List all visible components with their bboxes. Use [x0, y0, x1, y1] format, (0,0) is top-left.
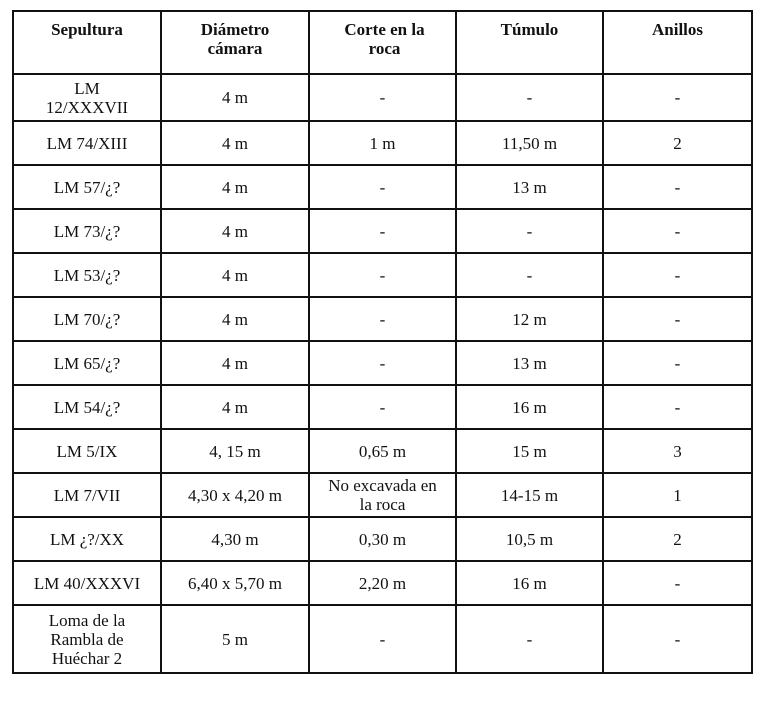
cell-sepultura: LM 12/XXXVII [13, 74, 161, 121]
header-diametro-camara: Diámetro cámara [161, 11, 309, 74]
cell-tumulo: 16 m [456, 561, 603, 605]
cell-corte: - [309, 253, 456, 297]
cell-tumulo: 16 m [456, 385, 603, 429]
table-row [13, 473, 752, 517]
header-tumulo: Túmulo [456, 11, 603, 74]
cell-sepultura: LM 65/¿? [13, 341, 161, 385]
cell-diametro: 4 m [161, 385, 309, 429]
header-corte-en-la-roca: Corte en la roca [309, 11, 456, 74]
cell-tumulo: - [456, 74, 603, 121]
table-row [13, 121, 752, 165]
cell-anillos: - [603, 165, 752, 209]
cell-anillos: - [603, 385, 752, 429]
cell-sepultura: LM ¿?/XX [13, 517, 161, 561]
cell-tumulo: 11,50 m [456, 121, 603, 165]
cell-anillos: - [603, 561, 752, 605]
cell-diametro: 5 m [161, 605, 309, 673]
cell-anillos: - [603, 297, 752, 341]
cell-tumulo: - [456, 605, 603, 673]
cell-tumulo: - [456, 209, 603, 253]
cell-anillos: - [603, 605, 752, 673]
cell-sepultura: LM 40/XXXVI [13, 561, 161, 605]
cell-sepultura: LM 57/¿? [13, 165, 161, 209]
cell-diametro: 4,30 m [161, 517, 309, 561]
cell-diametro: 4,30 x 4,20 m [161, 473, 309, 517]
table-row [13, 209, 752, 253]
cell-corte: 0,65 m [309, 429, 456, 473]
table-row [13, 561, 752, 605]
cell-corte: - [309, 209, 456, 253]
cell-diametro: 4, 15 m [161, 429, 309, 473]
cell-corte: - [309, 74, 456, 121]
cell-diametro: 6,40 x 5,70 m [161, 561, 309, 605]
cell-sepultura: LM 73/¿? [13, 209, 161, 253]
cell-corte: 0,30 m [309, 517, 456, 561]
cell-sepultura: LM 7/VII [13, 473, 161, 517]
header-sepultura: Sepultura [13, 11, 161, 74]
cell-tumulo: 15 m [456, 429, 603, 473]
cell-tumulo: 13 m [456, 165, 603, 209]
cell-corte: - [309, 341, 456, 385]
cell-diametro: 4 m [161, 253, 309, 297]
cell-corte: 1 m [309, 121, 456, 165]
cell-diametro: 4 m [161, 297, 309, 341]
cell-diametro: 4 m [161, 341, 309, 385]
cell-corte: - [309, 165, 456, 209]
table-row [13, 517, 752, 561]
cell-tumulo: - [456, 253, 603, 297]
table-row [13, 253, 752, 297]
header-anillos: Anillos [603, 11, 752, 74]
cell-sepultura: LM 74/XIII [13, 121, 161, 165]
table-row [13, 165, 752, 209]
cell-diametro: 4 m [161, 121, 309, 165]
cell-diametro: 4 m [161, 165, 309, 209]
cell-sepultura: LM 5/IX [13, 429, 161, 473]
cell-tumulo: 10,5 m [456, 517, 603, 561]
table-row [13, 341, 752, 385]
cell-anillos: - [603, 253, 752, 297]
header-row [13, 11, 752, 74]
cell-corte: No excavada en la roca [309, 473, 456, 517]
cell-anillos: - [603, 74, 752, 121]
table-row [13, 605, 752, 673]
cell-anillos: 1 [603, 473, 752, 517]
cell-corte: - [309, 297, 456, 341]
cell-sepultura: LM 70/¿? [13, 297, 161, 341]
cell-anillos: - [603, 341, 752, 385]
cell-corte: 2,20 m [309, 561, 456, 605]
table-row [13, 297, 752, 341]
cell-sepultura: LM 53/¿? [13, 253, 161, 297]
table-row [13, 74, 752, 121]
table-row [13, 429, 752, 473]
cell-anillos: 3 [603, 429, 752, 473]
cell-diametro: 4 m [161, 209, 309, 253]
cell-anillos: 2 [603, 121, 752, 165]
cell-anillos: 2 [603, 517, 752, 561]
cell-tumulo: 14-15 m [456, 473, 603, 517]
cell-anillos: - [603, 209, 752, 253]
tomb-data-table [12, 10, 753, 674]
cell-tumulo: 12 m [456, 297, 603, 341]
table-row [13, 385, 752, 429]
cell-corte: - [309, 385, 456, 429]
cell-diametro: 4 m [161, 74, 309, 121]
cell-corte: - [309, 605, 456, 673]
cell-sepultura: LM 54/¿? [13, 385, 161, 429]
cell-tumulo: 13 m [456, 341, 603, 385]
cell-sepultura: Loma de la Rambla de Huéchar 2 [13, 605, 161, 673]
